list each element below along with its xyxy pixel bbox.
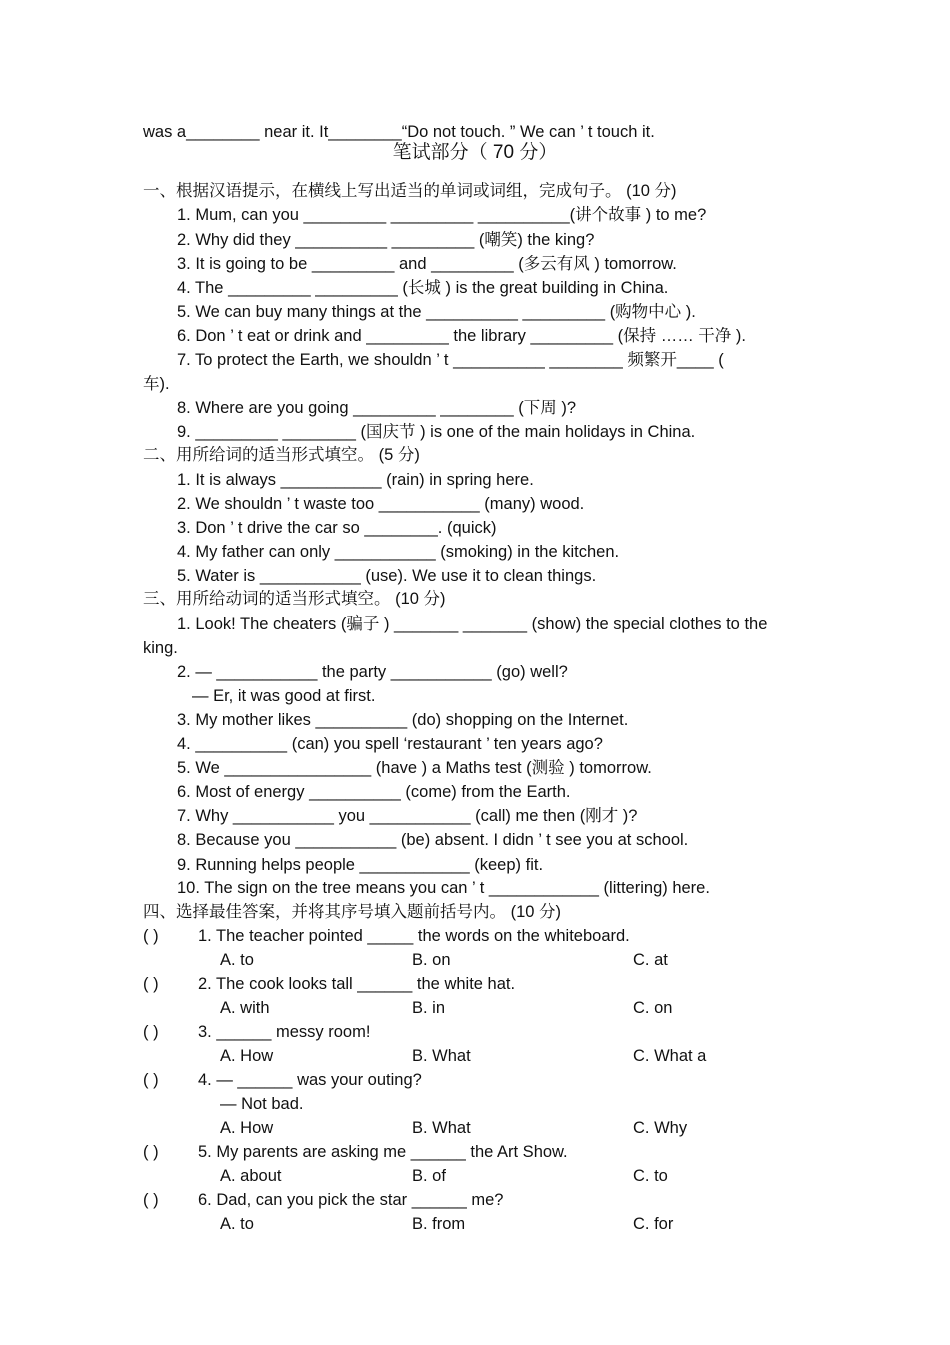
s3-item-5: 5. We ________________ (have ) a Maths test (测验 ) tomorrow. <box>177 759 652 777</box>
s3-item-10: 10. The sign on the tree means you can ’ t ____________ (littering) here. <box>177 879 710 897</box>
section3-heading: 三、用所给动词的适当形式填空。 (10 分) <box>143 590 446 608</box>
mc-question-5: 5. My parents are asking me ______ the Art Show. <box>198 1143 568 1161</box>
mc-option-c: C. at <box>633 951 668 969</box>
section2-heading: 二、用所给词的适当形式填空。 (5 分) <box>143 446 420 464</box>
mc-option-a: A. to <box>220 951 254 969</box>
answer-paren: ( ) <box>143 1191 159 1209</box>
s3-item-3: 3. My mother likes __________ (do) shopping on the Internet. <box>177 711 629 729</box>
s2-item-1: 1. It is always ___________ (rain) in spring here. <box>177 471 534 489</box>
s3-item-1-line2: king. <box>143 639 178 657</box>
answer-paren: ( ) <box>143 975 159 993</box>
mc-option-b: B. of <box>412 1167 446 1185</box>
mc-option-b: B. from <box>412 1215 466 1233</box>
s2-item-4: 4. My father can only ___________ (smoking) in the kitchen. <box>177 543 620 561</box>
mc-option-c: C. for <box>633 1215 674 1233</box>
s3-item-9: 9. Running helps people ____________ (keep) fit. <box>177 856 544 874</box>
s2-item-3: 3. Don ’ t drive the car so ________. (quick) <box>177 519 497 537</box>
mc-option-a: A. to <box>220 1215 254 1233</box>
s1-item-9: 9. _________ ________ (国庆节 ) is one of the main holidays in China. <box>177 423 696 441</box>
mc-question-3: 3. ______ messy room! <box>198 1023 371 1041</box>
mc-question-2: 2. The cook looks tall ______ the white hat. <box>198 975 516 993</box>
mc-option-c: C. on <box>633 999 673 1017</box>
s2-item-5: 5. Water is ___________ (use). We use it to clean things. <box>177 567 597 585</box>
s3-item-6: 6. Most of energy __________ (come) from the Earth. <box>177 783 571 801</box>
mc-question-4: 4. — ______ was your outing? <box>198 1071 422 1089</box>
answer-paren: ( ) <box>143 1071 159 1089</box>
s1-item-7-line1: 7. To protect the Earth, we shouldn ’ t __________ ________ 频繁开____ ( <box>177 351 724 369</box>
mc-question-1: 1. The teacher pointed _____ the words on the whiteboard. <box>198 927 630 945</box>
s1-item-6: 6. Don ’ t eat or drink and _________ the library _________ (保持 …… 干净 ). <box>177 327 746 345</box>
mc-option-a: A. How <box>220 1119 274 1137</box>
s1-item-5: 5. We can buy many things at the __________ _________ (购物中心 ). <box>177 303 696 321</box>
mc-option-c: C. What a <box>633 1047 707 1065</box>
answer-paren: ( ) <box>143 1143 159 1161</box>
s1-item-7-line2: 车). <box>143 375 170 393</box>
s3-item-1-line1: 1. Look! The cheaters (骗子 ) _______ _______ (show) the special clothes to the <box>177 615 768 633</box>
s1-item-8: 8. Where are you going _________ ________ (下周 )? <box>177 399 577 417</box>
s1-item-4: 4. The _________ _________ (长城 ) is the great building in China. <box>177 279 669 297</box>
mc-option-b: B. What <box>412 1047 471 1065</box>
mc-option-c: C. Why <box>633 1119 688 1137</box>
s1-item-3: 3. It is going to be _________ and _________ (多云有风 ) tomorrow. <box>177 255 677 273</box>
s3-item-4: 4. __________ (can) you spell ‘restaurant ’ ten years ago? <box>177 735 603 753</box>
answer-paren: ( ) <box>143 1023 159 1041</box>
s3-item-2-line2: — Er, it was good at first. <box>192 687 376 705</box>
section1-heading: 一、根据汉语提示，在横线上写出适当的单词或词组，完成句子。 (10 分) <box>143 182 677 200</box>
mc-option-b: B. in <box>412 999 446 1017</box>
s3-item-8: 8. Because you ___________ (be) absent. I didn ’ t see you at school. <box>177 831 689 849</box>
s1-item-1: 1. Mum, can you _________ _________ __________(讲个故事 ) to me? <box>177 206 707 224</box>
intro-line: was a________ near it. It________“Do not touch. ” We can ’ t touch it. <box>143 123 655 141</box>
s1-item-2: 2. Why did they __________ _________ (嘲笑) the king? <box>177 231 595 249</box>
s2-item-2: 2. We shouldn ’ t waste too ___________ (many) wood. <box>177 495 585 513</box>
mc-option-c: C. to <box>633 1167 668 1185</box>
mc-option-a: A. with <box>220 999 270 1017</box>
mc-option-b: B. What <box>412 1119 471 1137</box>
s3-item-2-line1: 2. — ___________ the party ___________ (go) well? <box>177 663 568 681</box>
mc-question-4-reply: — Not bad. <box>220 1095 304 1113</box>
mc-option-a: A. How <box>220 1047 274 1065</box>
mc-option-b: B. on <box>412 951 451 969</box>
section4-heading: 四、选择最佳答案，并将其序号填入题前括号内。 (10 分) <box>143 903 562 921</box>
s3-item-7: 7. Why ___________ you ___________ (call) me then (刚才 )? <box>177 807 638 825</box>
mc-question-6: 6. Dad, can you pick the star ______ me? <box>198 1191 504 1209</box>
page-title: 笔试部分（ 70 分） <box>392 142 558 163</box>
answer-paren: ( ) <box>143 927 159 945</box>
mc-option-a: A. about <box>220 1167 282 1185</box>
